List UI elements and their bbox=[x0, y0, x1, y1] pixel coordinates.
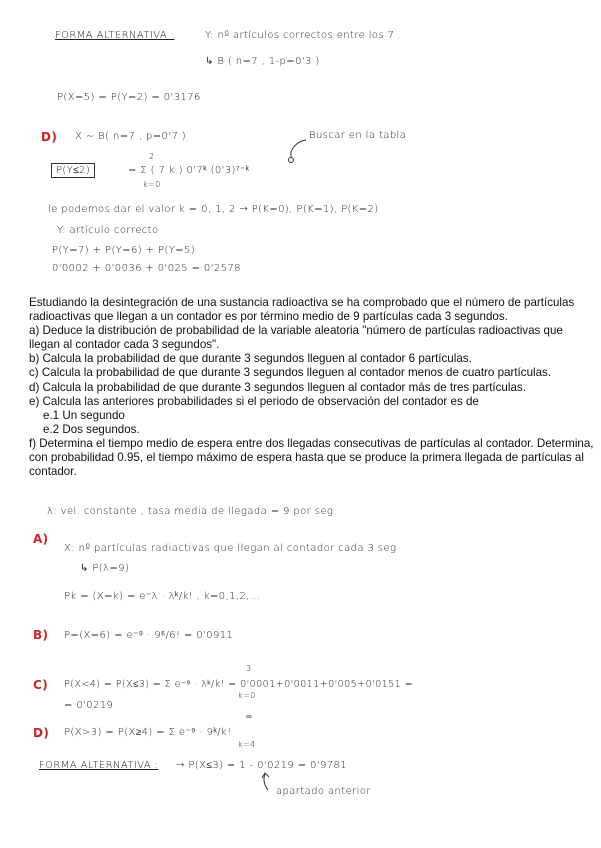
lambda-line: λ: vel. constante , tasa media de llegada = 9 por seg. bbox=[47, 506, 337, 517]
problem-part-c: c) Calcula la probabilidad de que durante 3 segundos lleguen al contador menos de cuatro partículas. bbox=[29, 366, 552, 380]
part-c-formula: P(X<4) = P(X≤3) = Σ e⁻⁹ · λᵏ/k! = 0'0001+0'0011+0'005+0'0151 = bbox=[64, 679, 414, 690]
problem-part-e1: e.1 Un segundo bbox=[43, 408, 125, 422]
d-sum-lower-limit: k=4 bbox=[238, 740, 256, 749]
line-articulo-correcto: Y: artículo correcto bbox=[57, 225, 159, 236]
apartado-anterior-note: apartado anterior bbox=[276, 786, 371, 797]
part-d-label-bottom: D) bbox=[33, 726, 50, 740]
buscar-arrow-icon bbox=[291, 140, 306, 158]
part-c-result: = 0'0219 bbox=[64, 700, 114, 711]
problem-part-e: e) Calcula las anteriores probabilidades si el periodo de observación del contador es de bbox=[29, 394, 479, 408]
problem-statement bbox=[29, 296, 595, 479]
binomial-parameters: ↳ B ( n=7 , 1-p=0'3 ) bbox=[205, 56, 320, 67]
part-b-label: B) bbox=[33, 628, 49, 642]
part-a-definition: X: nº partículas radiactivas que llegan al contador cada 3 seg bbox=[64, 543, 397, 554]
apartado-arrow-icon bbox=[264, 774, 268, 790]
part-d-label: D) bbox=[41, 130, 58, 144]
part-a-label: A) bbox=[33, 532, 49, 546]
forma-alternativa-title: FORMA ALTERNATIVA : bbox=[55, 30, 175, 41]
problem-part-d: d) Calcula la probabilidad de que durante 3 segundos lleguen al contador más de tres partículas. bbox=[29, 380, 526, 394]
line-probability-sum: P(Y=7) + P(Y=6) + P(Y=5) bbox=[52, 245, 196, 256]
forma-alternativa-formula: → P(X≤3) = 1 - 0'0219 = 0'9781 bbox=[176, 760, 348, 771]
part-c-label: C) bbox=[33, 678, 49, 692]
problem-part-f: f) Determina el tiempo medio de espera entre dos llegadas consecutivas de partículas al contador. Determina, con probabilidad 0.95, el tiempo máximo de espera hasta que se produce la primera llegada de partículas al contador. bbox=[29, 436, 594, 479]
buscar-tabla-note: Buscar en la tabla bbox=[309, 130, 407, 141]
problem-part-b: b) Calcula la probabilidad de que durante 3 segundos lleguen al contador 6 partículas. bbox=[29, 352, 472, 366]
forma-alternativa-bottom-title: FORMA ALTERNATIVA : bbox=[39, 760, 159, 771]
sum-upper-limit: 2 bbox=[149, 152, 155, 161]
line-numeric-result: 0'0002 + 0'0036 + 0'025 = 0'2578 bbox=[52, 263, 241, 274]
c-sum-lower-limit: k=0 bbox=[238, 691, 256, 700]
part-a-formula: Pk = (X=k) = e⁻λ · λᵏ/k! , k=0,1,2,... bbox=[64, 591, 261, 602]
boxed-probability: P(Y≤2) bbox=[51, 163, 95, 178]
line-podemos: le podemos dar el valor k = 0, 1, 2 → P(K=0), P(K=1), P(K=2) bbox=[48, 204, 379, 215]
part-a-poisson: ↳ P(λ=9) bbox=[80, 563, 130, 574]
c-sum-upper-limit: 3 bbox=[246, 664, 252, 673]
problem-part-a: a) Deduce la distribución de probabilidad de la variable aleatoria "número de partículas radioactivas que llegan al contador cada 3 segundos". bbox=[29, 324, 563, 352]
y-definition: Y: nº artículos correctos entre los 7 bbox=[205, 30, 395, 41]
problem-intro: Estudiando la desintegración de una sustancia radioactiva se ha comprobado que el número de partículas radioactivas que llegan a un contador es por término medio de 9 partículas cada 3 segundos. bbox=[29, 296, 575, 324]
binomial-sum-expression: = Σ ( 7 k ) 0'7ᵏ (0'3)⁷⁻ᵏ bbox=[128, 165, 250, 176]
d-sum-upper-limit: ∞ bbox=[246, 712, 253, 721]
part-b-formula: P=(X=6) = e⁻⁹ · 9⁶/6! = 0'0911 bbox=[64, 630, 234, 641]
sum-lower-limit: k=0 bbox=[143, 180, 161, 189]
problem-part-e2: e.2 Dos segundos. bbox=[43, 422, 140, 436]
part-d-distribution: X ~ B( n=7 , p=0'7 ) bbox=[75, 131, 187, 142]
apartado-arrow-head-icon bbox=[262, 773, 269, 778]
buscar-arrow-tip-icon bbox=[289, 158, 294, 163]
part-d-formula: P(X>3) = P(X≥4) = Σ e⁻⁹ · 9ᵏ/k! bbox=[64, 727, 232, 738]
probability-equation: P(X=5) = P(Y=2) = 0'3176 bbox=[57, 92, 201, 103]
